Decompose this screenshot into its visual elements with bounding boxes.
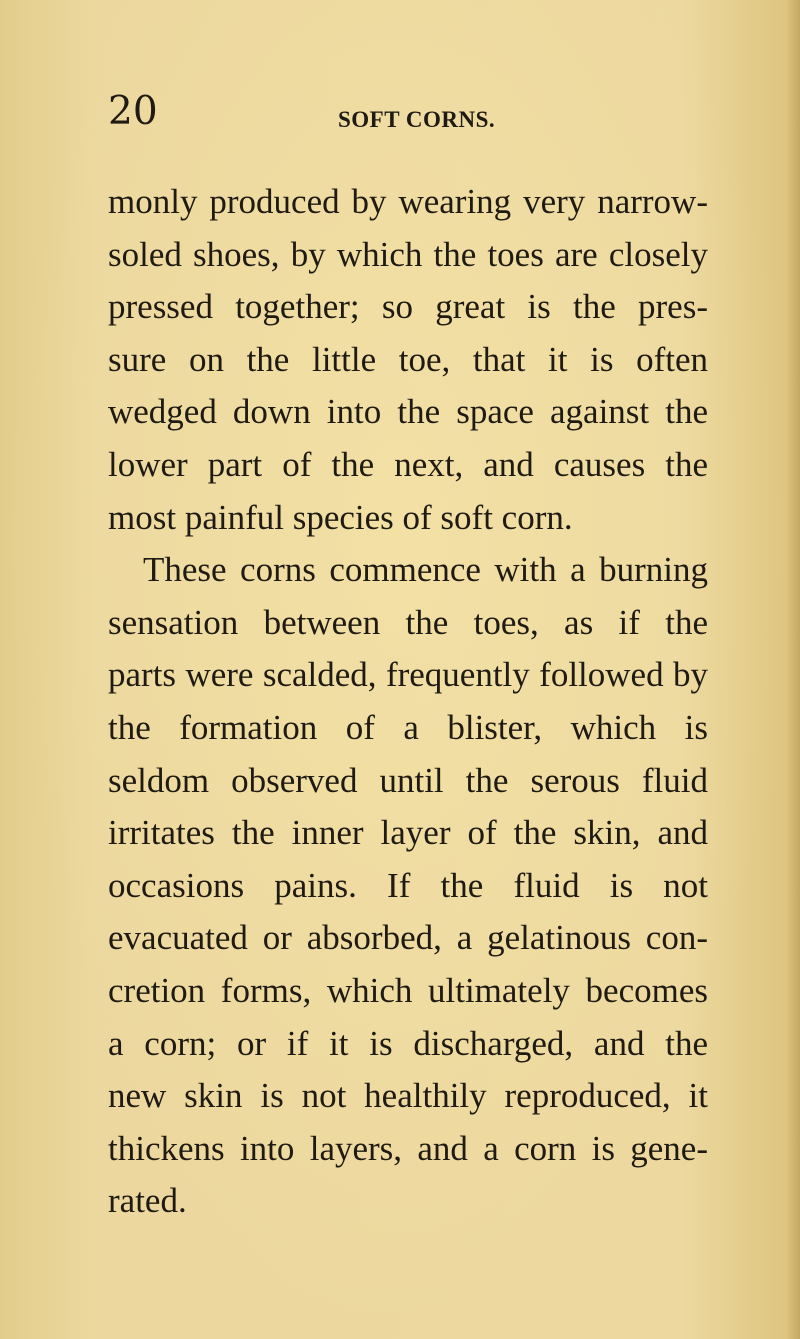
text-line: occasions pains. If the fluid is not (108, 865, 708, 905)
text-line: a corn; or if it is discharged, and the (108, 1023, 708, 1063)
text-line: parts were scalded, frequently followed by (108, 655, 708, 695)
text-line: monly produced by wearing very narrow- (108, 182, 708, 221)
text-line: cretion forms, which ultimately becomes (108, 970, 708, 1010)
text-line: pressed together; so great is the pres- (108, 287, 708, 327)
text-line: wedged down into the space against the (108, 392, 708, 432)
text-line: soled shoes, by which the toes are closely (108, 234, 708, 274)
text-line: the formation of a blister, which is (108, 707, 708, 747)
text-line: lower part of the next, and causes the (108, 444, 708, 484)
body-text (108, 176, 708, 1228)
text-line: new skin is not healthily reproduced, it (108, 1076, 708, 1116)
text-line: thickens into layers, and a corn is gene- (108, 1128, 708, 1168)
paragraph-start-line: These corns commence with a burning (143, 550, 708, 590)
text-line: evacuated or absorbed, a gelatinous con- (108, 918, 708, 958)
text-line: sure on the little toe, that it is often (108, 339, 708, 379)
text-line: seldom observed until the serous fluid (108, 760, 708, 800)
text-line: sensation between the toes, as if the (108, 602, 708, 642)
text-line: most painful species of soft corn. (108, 497, 573, 537)
page-edge-shadow (786, 0, 800, 1339)
page-number: 20 (108, 89, 158, 134)
text-line: irritates the inner layer of the skin, and (108, 813, 708, 853)
text-line: rated. (108, 1181, 187, 1221)
running-head: SOFT CORNS. (338, 107, 496, 132)
